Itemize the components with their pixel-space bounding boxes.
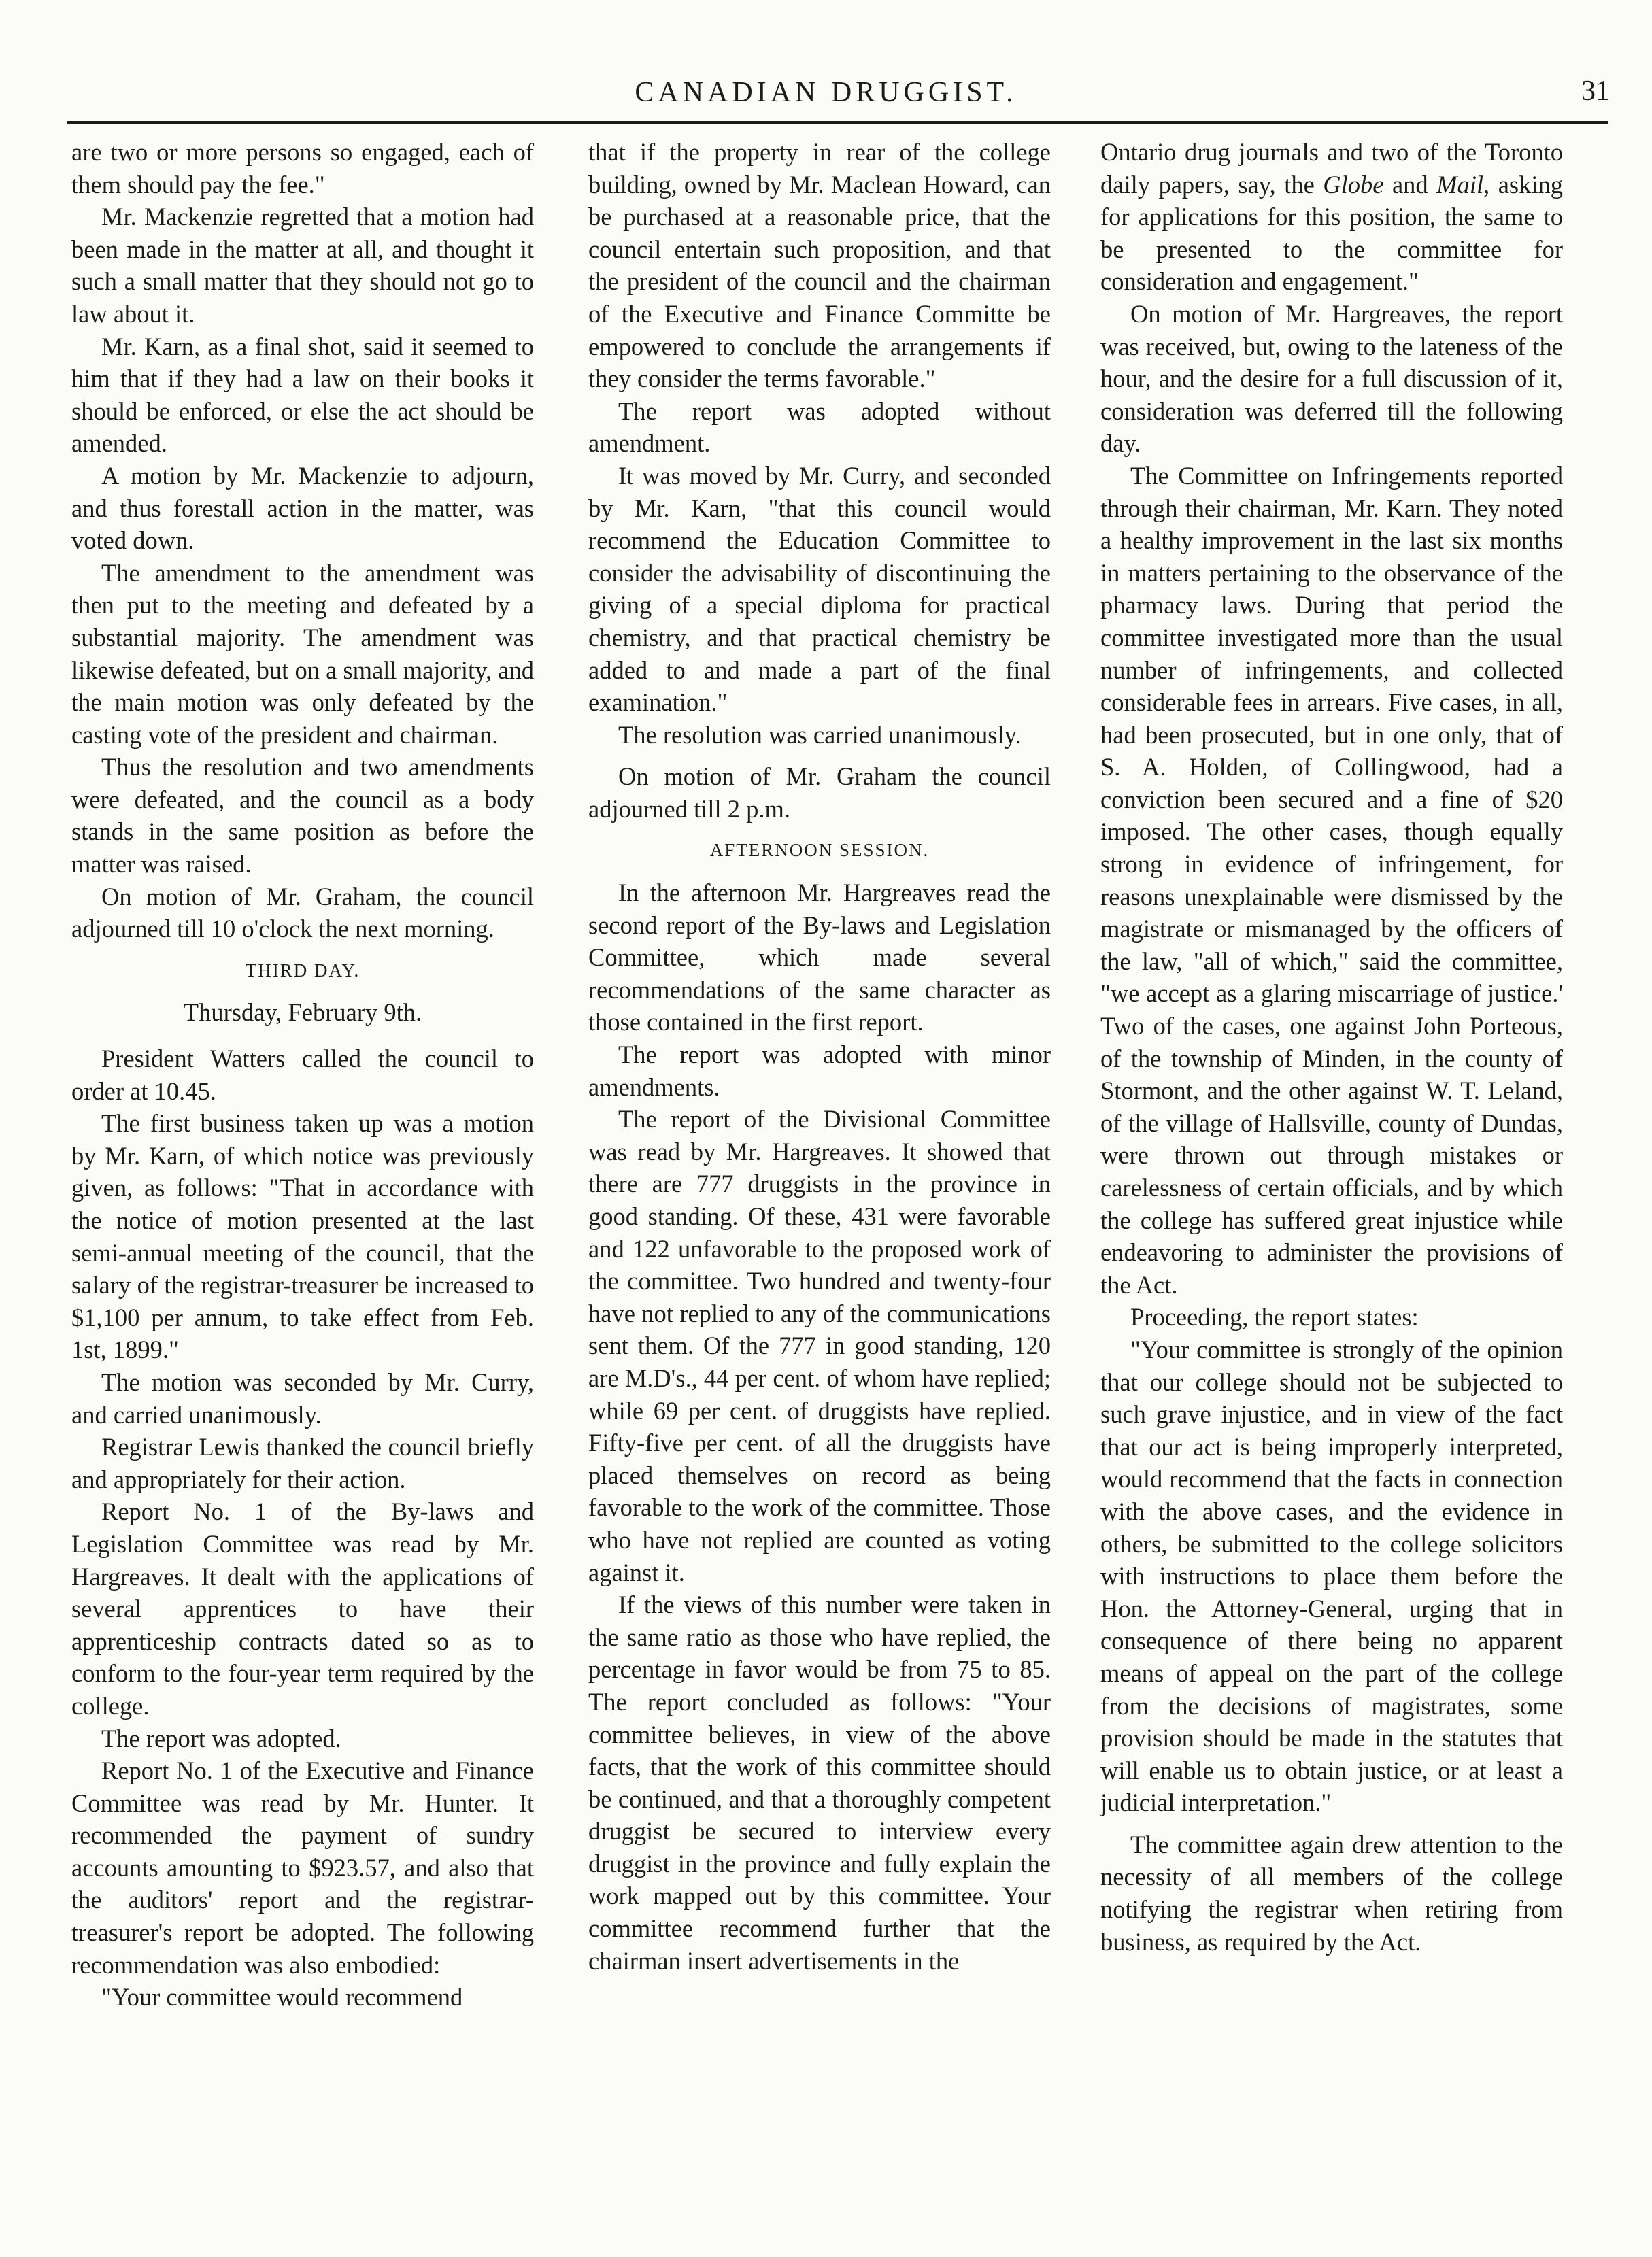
column-right (1100, 136, 1563, 1958)
paragraph: The committee again drew attention to the necessity of all members of the college notifying the registrar when retiring from business, as required by the Act. (1100, 1830, 1563, 1956)
section-heading-third-day: THIRD DAY. (245, 960, 360, 981)
dateline: Thursday, February 9th. (183, 998, 422, 1027)
paragraph: On motion of Mr. Graham the council adjourned till 2 p.m. (588, 762, 1051, 823)
paragraph: The resolution was carried unanimously. (618, 720, 1022, 749)
column-left (71, 136, 534, 2014)
paragraph: The motion was seconded by Mr. Curry, and carried unanimously. (71, 1368, 534, 1429)
paragraph: The report was adopted without amendment. (588, 396, 1051, 458)
paragraph: are two or more persons so engaged, each of them should pay the fee." (71, 138, 534, 199)
paragraph: Proceeding, the report states: (1130, 1303, 1419, 1331)
text-run: and (1383, 170, 1437, 199)
newspaper-name-globe: Globe (1323, 170, 1384, 199)
paragraph: President Watters called the council to order at 10.45. (71, 1045, 534, 1105)
paragraph: The report was adopted. (101, 1724, 341, 1752)
paragraph: Thus the resolution and two amendments were defeated, and the council as a body stands in the same position as before the matter was raised. (71, 753, 534, 879)
paragraph: In the afternoon Mr. Hargreaves read the second report of the By-laws and Legislation Committee, which made several recommendations of the same character as those contained in the first report. (588, 879, 1051, 1036)
paragraph: "Your committee is strongly of the opinion that our college should not be subjected to such grave injustice, and in view of the fact that our act is being improperly interpreted, would recommend that the facts in connection with the above cases, and the evidence in others, be submitted to the college solicitors with instructions to place them before the Hon. the Attorney-General, urging that in consequence of there being no apparent means of appeal on the part of the college from the decisions of magistrates, some provision should be made in the statutes that will enable us to obtain justice, or at least a judicial interpretation." (1100, 1335, 1563, 1817)
paragraph: that if the property in rear of the college building, owned by Mr. Maclean Howard, can be purchased at a reasonable price, that the council entertain such proposition, and that the president of the council and the chairman of the Executive and Finance Committe be empowered to conclude the arrangements if they consider the terms favorable." (588, 138, 1051, 393)
page-header (0, 0, 1652, 116)
paragraph: Mr. Mackenzie regretted that a motion had been made in the matter at all, and thought it such a small matter that they should not go to law about it. (71, 203, 534, 328)
paragraph: The amendment to the amendment was then put to the meeting and defeated by a substantial majority. The amendment was likewise defeated, but on a small majority, and the main motion was only defeated by the casting vote of the president and chairman. (71, 558, 534, 749)
paragraph: The report of the Divisional Committee was read by Mr. Hargreaves. It showed that there are 777 druggists in the province in good standing. Of these, 431 were favorable and 122 unfavorable to the proposed work of the committee. Two hundred and twenty-four have not replied to any of the communications sent them. Of the 777 in good standing, 120 are M.D's., 44 per cent. of whom have replied; while 69 per cent. of druggists have replied. Fifty-five per cent. of all the druggists have placed themselves on record as being favorable to the work of the committee. Those who have not replied are counted as voting against it. (588, 1105, 1051, 1586)
paragraph: On motion of Mr. Graham, the council adjourned till 10 o'clock the next morning. (71, 882, 534, 943)
paragraph: If the views of this number were taken in the same ratio as those who have replied, the percentage in favor would be from 75 to 85. The report concluded as follows: "Your committee believes, in view of the above facts, that the work of this committee should be continued, and that a thoroughly competent druggist be secured to interview every druggist in the province and fully explain the work mapped out by this committee. Your committee recommend further that the chairman insert advertisements in the (588, 1591, 1051, 1975)
page-number: 31 (1581, 75, 1610, 107)
paragraph: The report was adopted with minor amendments. (588, 1040, 1051, 1101)
paragraph: The Committee on Infringements reported through their chairman, Mr. Karn. They noted a healthy improvement in the last six months in matters pertaining to the observance of the pharmacy laws. During that period the committee investigated more than the usual number of infringements, and collected considerable fees in arrears. Five cases, in all, had been prosecuted, but in one only, that of S. A. Holden, of Collingwood, had a conviction been secured and a fine of $20 imposed. The other cases, though equally strong in evidence of infringement, for reasons unexplainable were dismissed by the magistrate or mismanaged by the officers of the law, "all of which," said the committee, "we accept as a glaring miscarriage of justice.' Two of the cases, one against John Porteous, of the township of Minden, in the county of Stormont, and the other against W. T. Leland, of the village of Hallsville, county of Dundas, were thrown out through mistakes or carelessness of certain officials, and by which the college has suffered great injustice while endeavoring to administer the provisions of the Act. (1100, 461, 1563, 1299)
paragraph: On motion of Mr. Hargreaves, the report was received, but, owing to the lateness of the hour, and the desire for a full discussion of it, consideration was deferred till the following day. (1100, 299, 1563, 458)
paragraph: The first business taken up was a motion by Mr. Karn, of which notice was previously given, as follows: "That in accordance with the notice of motion presented at the last semi-annual meeting of the council, that the salary of the registrar-treasurer be increased to $1,100 per annum, to take effect from Feb. 1st, 1899." (71, 1109, 534, 1364)
text-run: , asking for applications for this position, the same to be presented to the committee for consideration and engagement." (1100, 170, 1564, 296)
paragraph: Report No. 1 of the Executive and Finance Committee was read by Mr. Hunter. It recommended the payment of sundry accounts amounting to $923.57, and also that the auditors' report and the registrar-treasurer's report be adopted. The following recommendation was also embodied: (71, 1757, 534, 1979)
header-rule (67, 121, 1608, 124)
text-run: Ontario drug journals and two of the Toronto daily papers, say, the (1100, 138, 1563, 199)
paragraph: It was moved by Mr. Curry, and seconded by Mr. Karn, "that this council would recommend the Education Committee to consider the advisability of discontinuing the giving of a special diploma for practical chemistry, and that practical chemistry be added to and made a part of the final examination." (588, 461, 1051, 717)
section-heading-afternoon: AFTERNOON SESSION. (709, 840, 930, 861)
running-title: CANADIAN DRUGGIST. (635, 77, 1017, 108)
paragraph: "Your committee would recommend (101, 1983, 463, 2012)
paragraph: A motion by Mr. Mackenzie to adjourn, and thus forestall action in the matter, was voted down. (71, 461, 534, 555)
paragraph: Mr. Karn, as a final shot, said it seemed to him that if they had a law on their books it should be enforced, or else the act should be amended. (71, 332, 534, 458)
paragraph (1100, 136, 1563, 298)
column-middle (588, 136, 1051, 1977)
paragraph: Registrar Lewis thanked the council briefly and appropriately for their action. (71, 1433, 534, 1493)
paragraph: Report No. 1 of the By-laws and Legislation Committee was read by Mr. Hargreaves. It dealt with the applications of several apprentices to have their apprenticeship contracts dated so as to conform to the four-year term required by the college. (71, 1497, 534, 1720)
newspaper-name-mail: Mail (1436, 170, 1484, 199)
